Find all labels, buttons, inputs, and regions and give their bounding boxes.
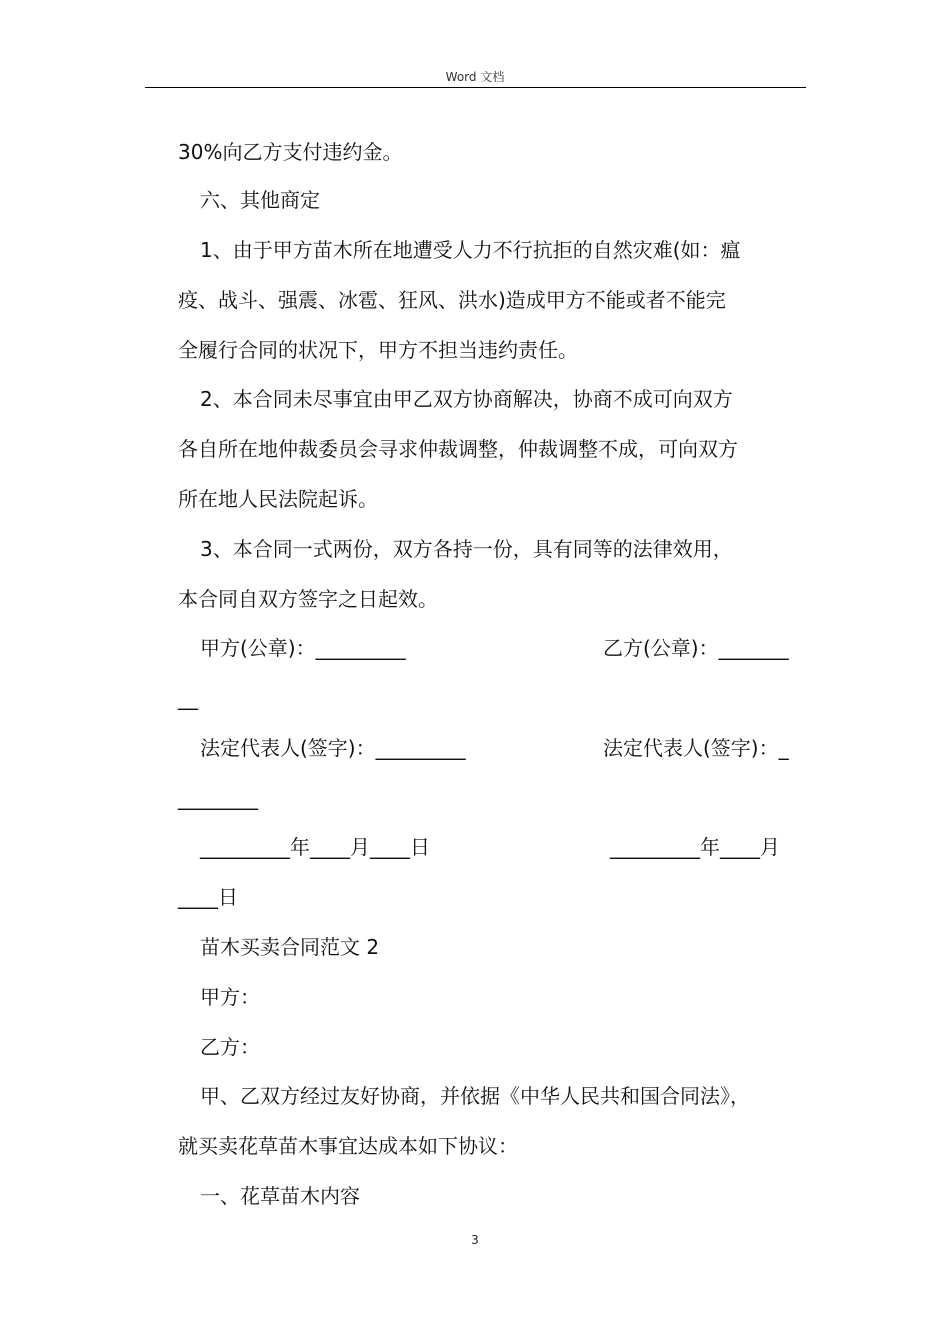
section-heading: 一、花草苗木内容 bbox=[200, 1184, 360, 1208]
text-line-7: 各自所在地仲裁委员会寻求仲裁调整，仲裁调整不成，可向双方 bbox=[178, 437, 738, 461]
text-line-1: 30%向乙方支付违约金。 bbox=[178, 140, 403, 164]
intro-line-1: 甲、乙双方经过友好协商，并依据《中华人民共和国合同法》， bbox=[200, 1084, 750, 1108]
party-b-date: _________年____月 bbox=[610, 835, 780, 859]
section-title: 苗木买卖合同范文 2 bbox=[200, 935, 380, 959]
text-line-8: 所在地人民法院起诉。 bbox=[178, 487, 378, 511]
party-a-date: _________年____月____日 bbox=[200, 835, 430, 859]
party-a-representative: 法定代表人(签字)：_________ bbox=[200, 736, 466, 760]
header-rule bbox=[145, 87, 806, 88]
party-b-seal-continued: __ bbox=[178, 686, 198, 710]
intro-line-2: 就买卖花草苗木事宜达成本如下协议： bbox=[178, 1134, 518, 1158]
party-b-label: 乙方： bbox=[200, 1035, 260, 1059]
text-line-10: 本合同自双方签字之日起效。 bbox=[178, 587, 438, 611]
party-b-date-continued: ____日 bbox=[178, 885, 238, 909]
party-a-label: 甲方： bbox=[200, 985, 260, 1009]
text-line-4: 疫、战斗、强震、冰雹、狂风、洪水)造成甲方不能或者不能完 bbox=[178, 288, 726, 312]
text-line-9: 3、本合同一式两份，双方各持一份，具有同等的法律效用， bbox=[200, 537, 733, 561]
header-title: Word 文档 bbox=[445, 70, 505, 84]
party-b-seal: 乙方(公章)：_______ bbox=[603, 636, 789, 660]
page-number: 3 bbox=[471, 1233, 479, 1247]
text-line-2: 六、其他商定 bbox=[200, 188, 320, 212]
text-line-3: 1、由于甲方苗木所在地遭受人力不行抗拒的自然灾难(如：瘟 bbox=[200, 238, 741, 262]
text-line-5: 全履行合同的状况下，甲方不担当违约责任。 bbox=[178, 338, 578, 362]
party-b-representative: 法定代表人(签字)：_ bbox=[603, 736, 789, 760]
text-line-6: 2、本合同未尽事宜由甲乙双方协商解决，协商不成可向双方 bbox=[200, 387, 733, 411]
party-a-seal: 甲方(公章)：_________ bbox=[200, 636, 406, 660]
party-b-representative-continued: ________ bbox=[178, 786, 258, 810]
